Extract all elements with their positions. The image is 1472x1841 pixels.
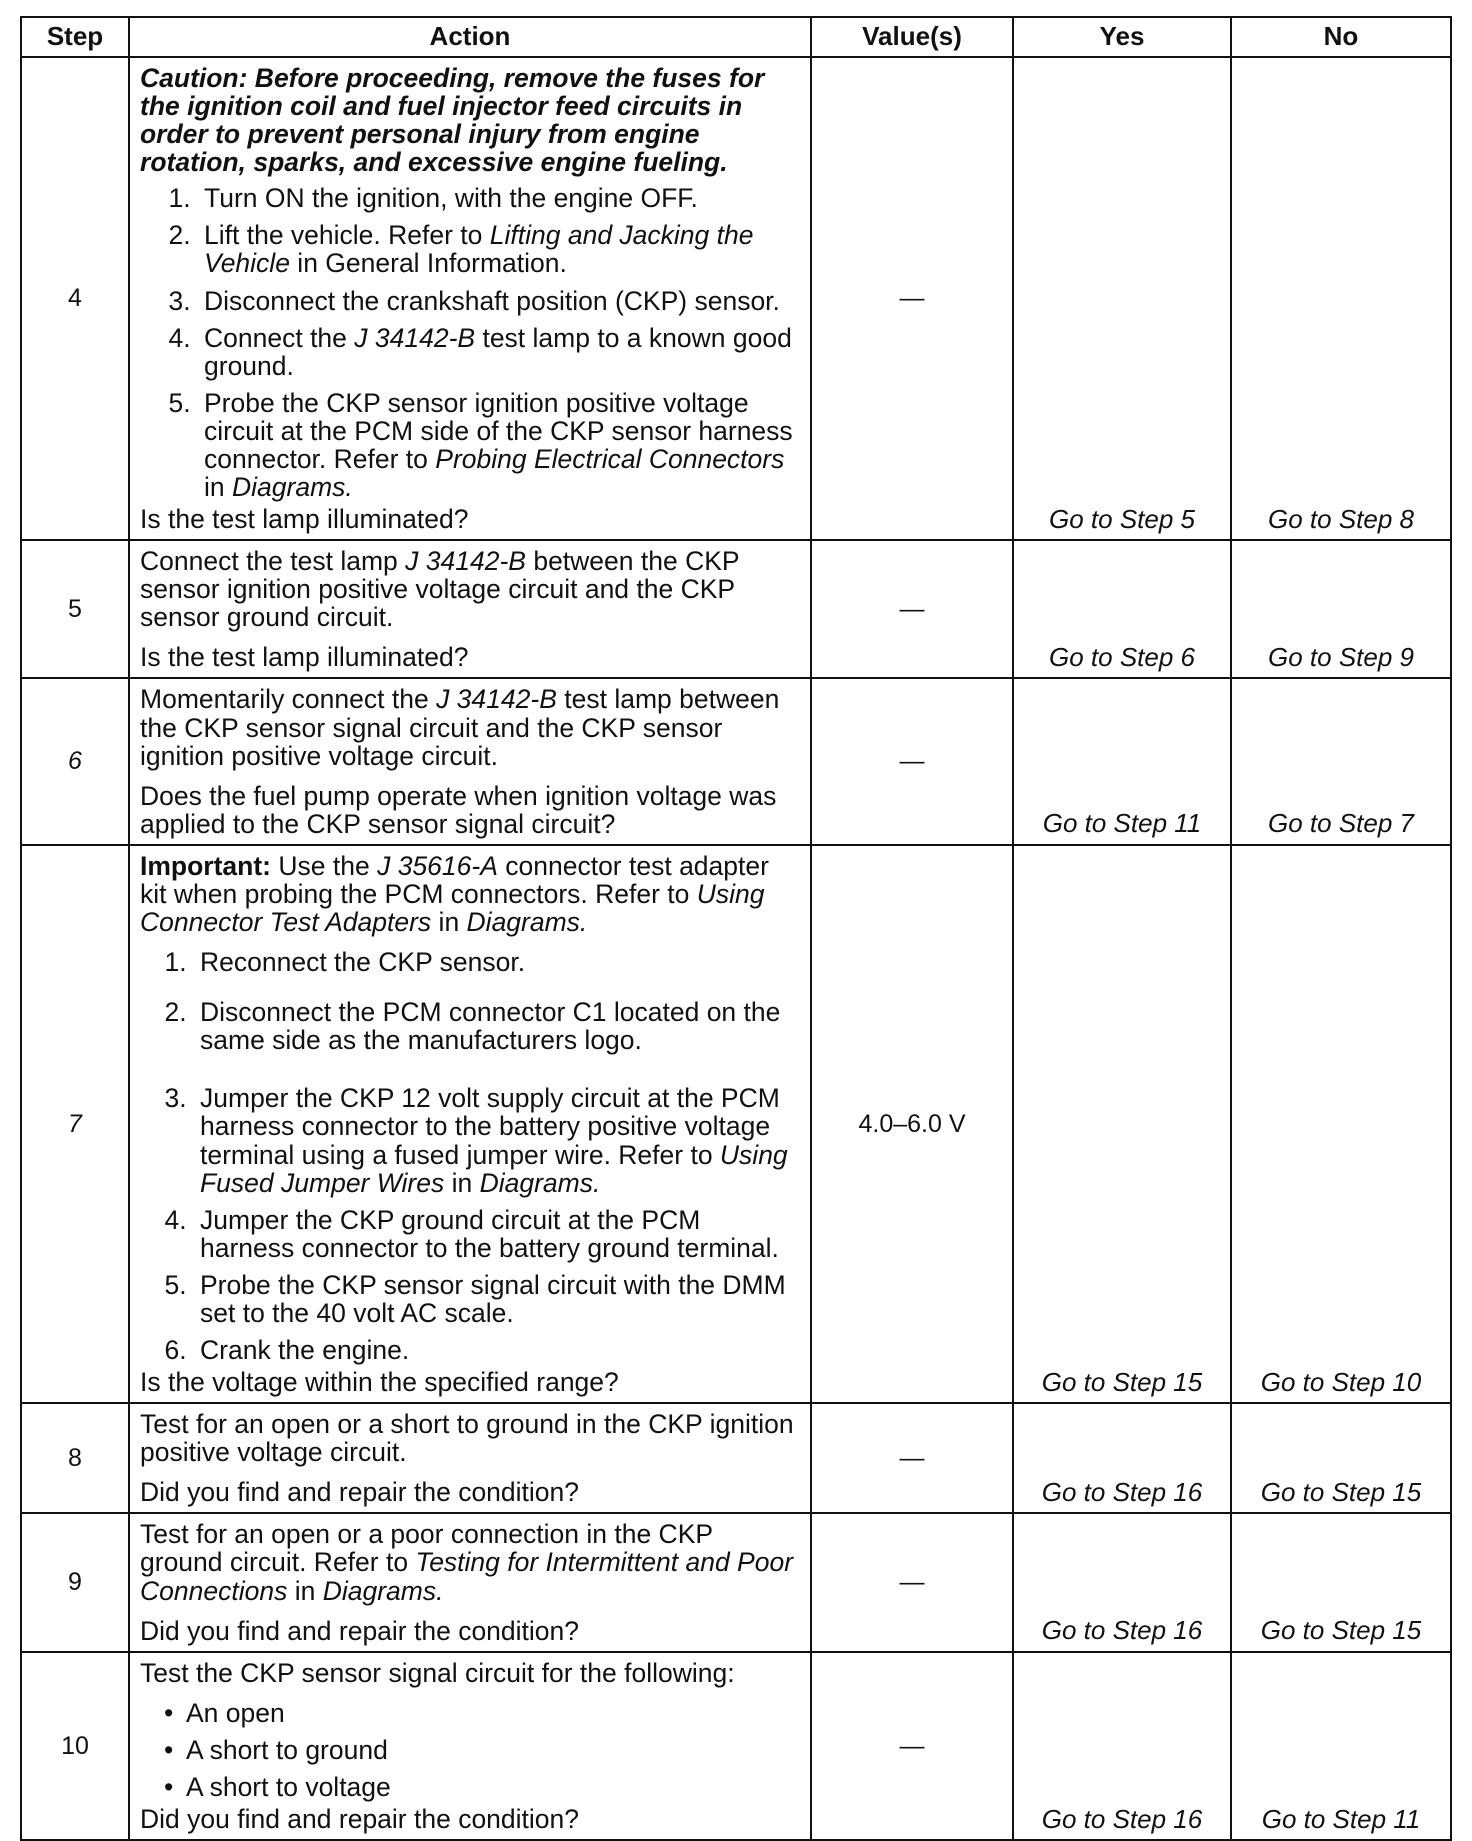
question-text: Did you find and repair the condition? [140,1803,580,1834]
action-text: Test the CKP sensor signal circuit for the following: [140,1657,735,1688]
list-item: 4. Jumper the CKP ground circuit at the PCM harness connector to the battery ground terminal. [194,1206,800,1262]
question-text: Does the fuel pump operate when ignition voltage was applied to the CKP sensor signal circuit? [140,780,777,839]
action-text: Test for an open or a poor connection in the CKP ground circuit. Refer to Testing for Intermittent and Poor Connections in Diagrams. [140,1519,794,1606]
table-row-step-5 [21,540,1451,678]
table-row-step-8 [21,1403,1451,1513]
value-cell: — [811,678,1013,844]
caution-text: Caution: Before proceeding, remove the fuses for the ignition coil and fuel injector feed circuits in order to prevent personal injury from engine rotation, sparks, and excessive engine fueling. [140,63,765,178]
no-goto: Go to Step 15 [1231,1403,1451,1513]
yes-goto: Go to Step 11 [1013,678,1231,844]
action-text: Momentarily connect the J 34142-B test lamp between the CKP sensor signal circuit and the CKP sensor ignition positive voltage circuit. [140,684,780,771]
condition-list [140,1699,800,1801]
yes-goto: Go to Step 16 [1013,1652,1231,1840]
no-goto: Go to Step 10 [1231,845,1451,1403]
list-item: 5. Probe the CKP sensor signal circuit with the DMM set to the 40 volt AC scale. [194,1271,800,1327]
table-row-step-6 [21,678,1451,844]
header-no: No [1231,17,1451,57]
list-item: • A short to ground [186,1736,800,1764]
action-cell [129,1403,811,1513]
list-item: • An open [186,1699,800,1727]
procedure-list [140,948,800,1364]
table-row-step-4 [21,57,1451,540]
step-number: 5 [21,540,129,678]
action-cell [129,1513,811,1651]
question-text: Is the voltage within the specified range? [140,1367,619,1398]
yes-goto: Go to Step 16 [1013,1513,1231,1651]
list-item: 2. Lift the vehicle. Refer to Lifting and Jacking the Vehicle in General Information. [198,221,800,277]
yes-goto: Go to Step 6 [1013,540,1231,678]
action-cell [129,1652,811,1840]
list-item: 2. Disconnect the PCM connector C1 located on the same side as the manufacturers logo. [194,998,800,1054]
step-number: 10 [21,1652,129,1840]
table-row-step-10 [21,1652,1451,1840]
value-cell: — [811,57,1013,540]
header-values: Value(s) [811,17,1013,57]
no-goto: Go to Step 15 [1231,1513,1451,1651]
header-action: Action [129,17,811,57]
action-cell [129,540,811,678]
action-text: Test for an open or a short to ground in the CKP ignition positive voltage circuit. [140,1409,794,1468]
list-item: • A short to voltage [186,1773,800,1801]
important-note: Important: Use the J 35616-A connector test adapter kit when probing the PCM connectors. Refer to Using Connector Test Adapters in Diagrams. [140,850,769,938]
step-number: 6 [21,678,129,844]
step-number: 8 [21,1403,129,1513]
question-text: Did you find and repair the condition? [140,1615,580,1646]
question-text: Is the test lamp illuminated? [140,642,469,673]
header-row [21,17,1451,57]
list-item: 4. Connect the J 34142-B test lamp to a known good ground. [198,324,800,380]
action-cell [129,678,811,844]
step-number: 9 [21,1513,129,1651]
list-item: 3. Jumper the CKP 12 volt supply circuit at the PCM harness connector to the battery positive voltage terminal using a fused jumper wire. Refer to Using Fused Jumper Wires in Diagrams. [194,1084,800,1196]
no-goto: Go to Step 11 [1231,1652,1451,1840]
value-cell: — [811,1513,1013,1651]
value-cell: 4.0–6.0 V [811,845,1013,1403]
value-cell: — [811,1652,1013,1840]
list-item: 1. Turn ON the ignition, with the engine OFF. [198,184,800,212]
value-cell: — [811,540,1013,678]
question-text: Is the test lamp illuminated? [140,504,469,535]
table-row-step-9 [21,1513,1451,1651]
yes-goto: Go to Step 15 [1013,845,1231,1403]
header-step: Step [21,17,129,57]
yes-goto: Go to Step 5 [1013,57,1231,540]
list-item: 3. Disconnect the crankshaft position (CKP) sensor. [198,287,800,315]
procedure-list [140,184,800,501]
table-row-step-7 [21,845,1451,1403]
list-item: 5. Probe the CKP sensor ignition positive voltage circuit at the PCM side of the CKP sensor harness connector. Refer to Probing Electrical Connectors in Diagrams. [198,389,800,501]
action-cell [129,845,811,1403]
value-cell: — [811,1403,1013,1513]
action-cell [129,57,811,540]
action-text: Connect the test lamp J 34142-B between the CKP sensor ignition positive voltage circuit and the CKP sensor ground circuit. [140,546,740,633]
step-number: 7 [21,845,129,1403]
diagnostic-table [20,16,1452,1841]
list-item: 6. Crank the engine. [194,1336,800,1364]
no-goto: Go to Step 9 [1231,540,1451,678]
no-goto: Go to Step 7 [1231,678,1451,844]
yes-goto: Go to Step 16 [1013,1403,1231,1513]
step-number: 4 [21,57,129,540]
no-goto: Go to Step 8 [1231,57,1451,540]
header-yes: Yes [1013,17,1231,57]
list-item: 1. Reconnect the CKP sensor. [194,948,800,976]
question-text: Did you find and repair the condition? [140,1477,580,1508]
